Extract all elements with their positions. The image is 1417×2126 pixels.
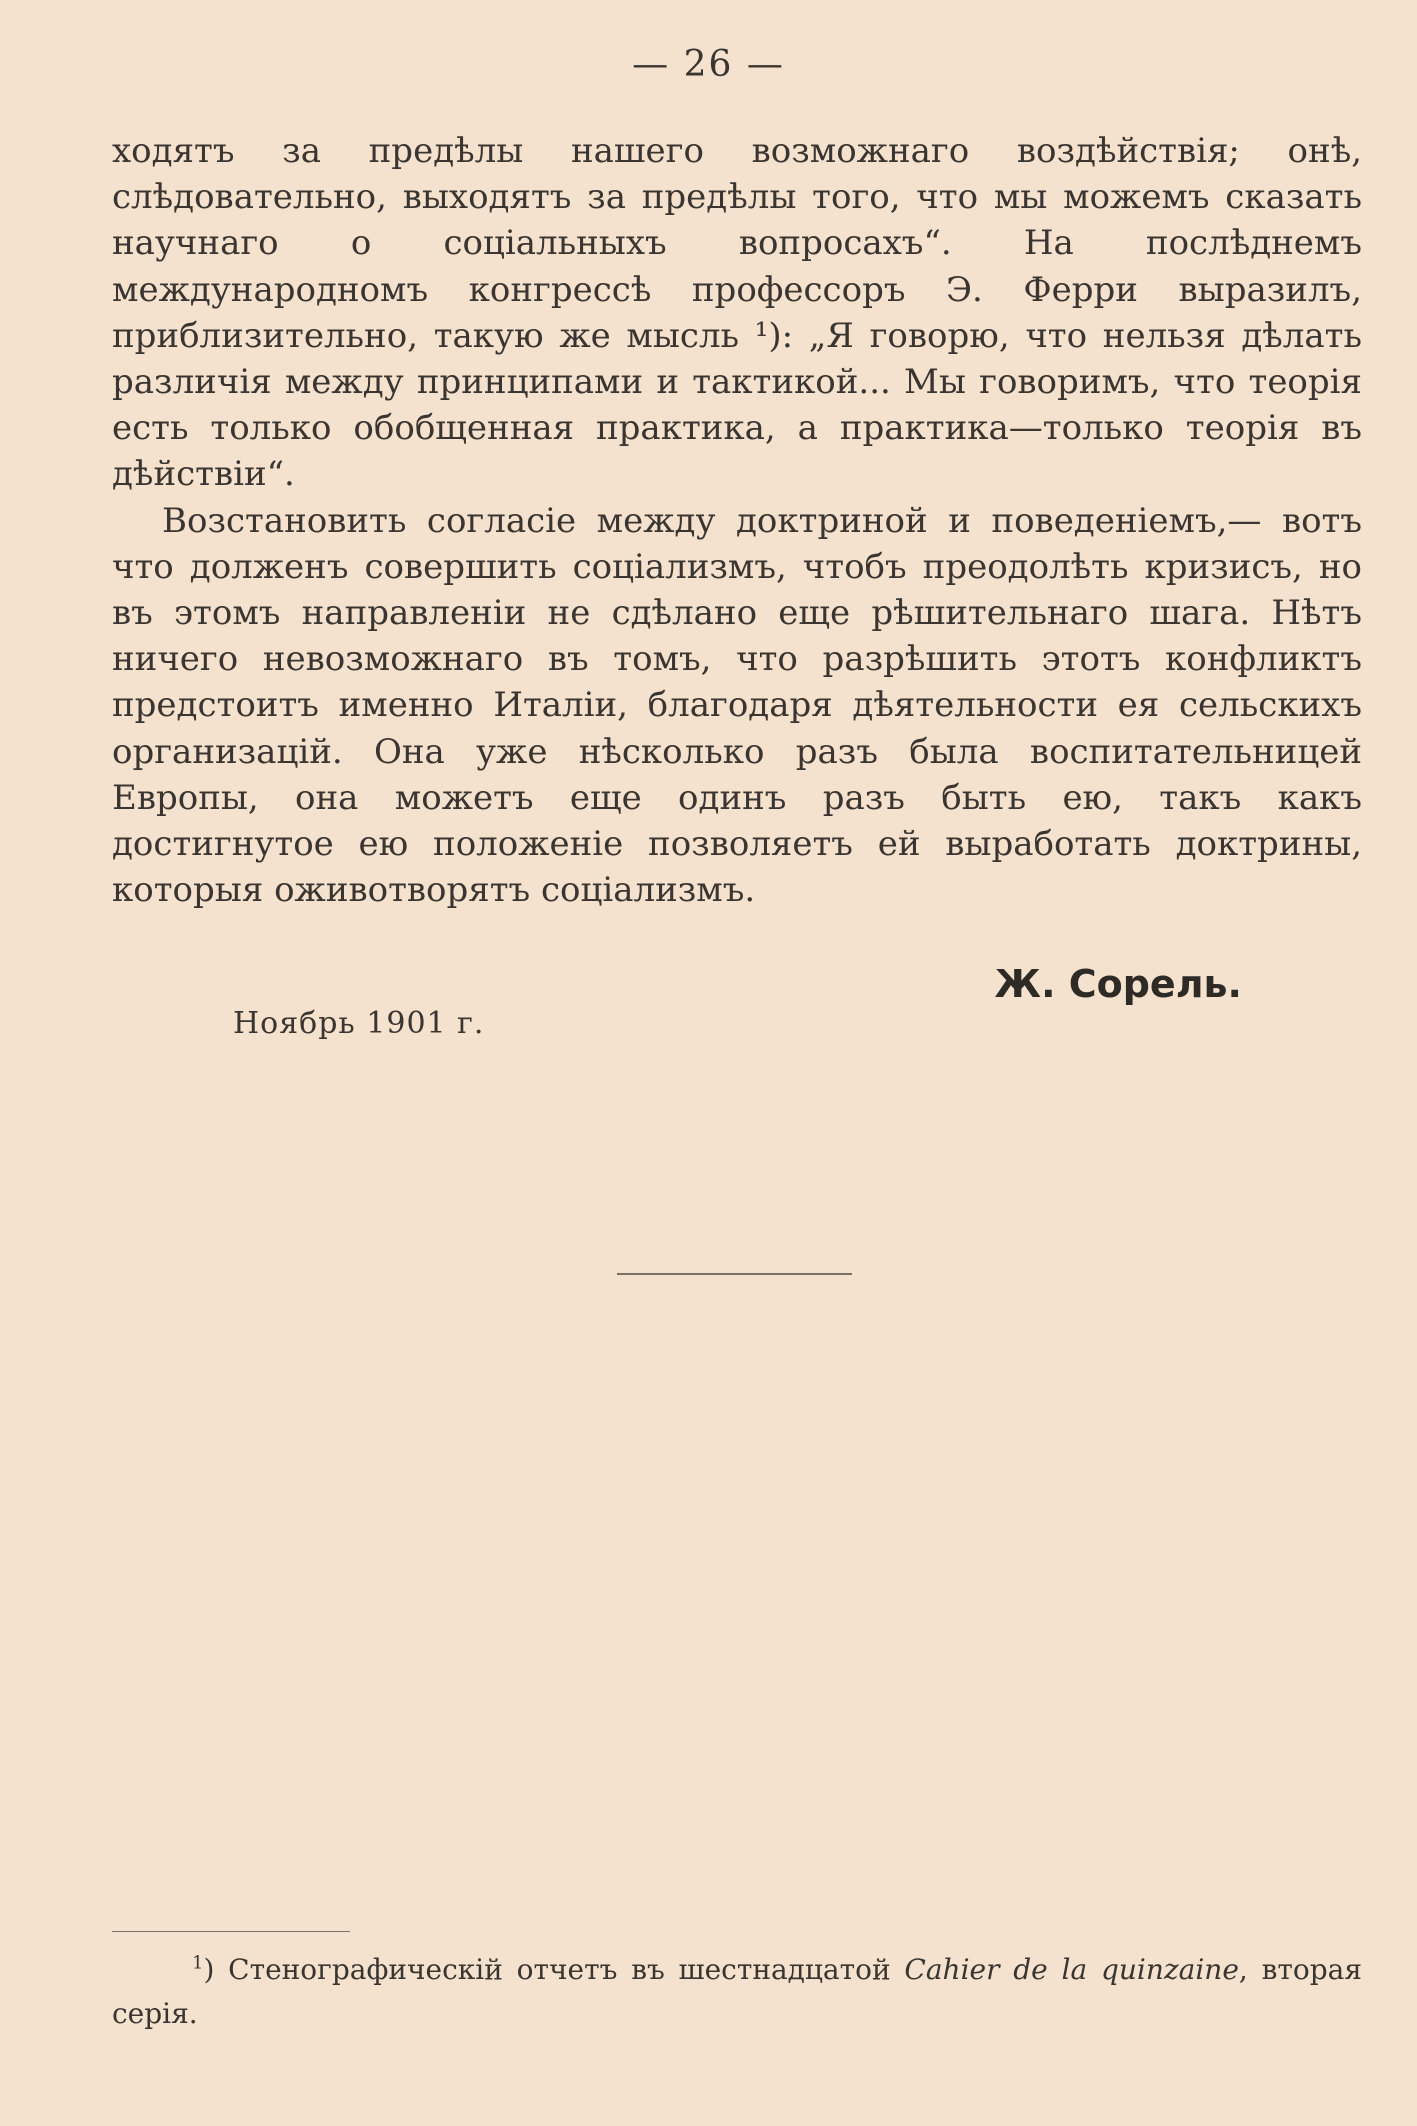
paragraph: Возстановить согласіе между доктриной и поведеніемъ,— вотъ что долженъ совершить соціализмъ, чтобъ преодолѣть кризисъ, но въ этомъ направленіи не сдѣлано еще рѣшительнаго шага. Нѣтъ ничего невозможнаго въ томъ, что разрѣшить этотъ конфликтъ предстоитъ именно Италіи, благодаря дѣятельности ея сельскихъ организацій. Она уже нѣсколько разъ была воспитательницей Европы, она можетъ еще одинъ разъ быть ею, такъ какъ достигнутое ею положеніе позволяетъ ей выработать доктрины, которыя оживотворятъ соціализмъ. xyxy=(112,500,1362,911)
footnote-marker: 1 xyxy=(192,1952,204,1974)
paragraph-continuation: ходятъ за предѣлы нашего возможнаго воздѣйствія; онѣ, слѣдовательно, выходятъ за предѣлы того, что мы можемъ сказать научнаго о соціальныхъ вопросахъ“. На послѣднемъ международномъ конгрессѣ профессоръ Э. Ферри выразилъ, приблизительно, такую же мысль ¹): „Я говорю, что нельзя дѣлать различія между принципами и тактикой... Мы говоримъ, что теорія есть только обобщенная практика, а практика—только теорія въ дѣйствіи“. xyxy=(112,131,1362,495)
footnote xyxy=(112,1948,1362,2036)
author-signature: Ж. Сорель. xyxy=(994,962,1242,1006)
footnote-text-before: ) Стенографическій отчетъ въ шестнадцатой xyxy=(203,1953,905,1986)
main-text xyxy=(112,128,1362,913)
footnote-text-after: , вторая серія. xyxy=(112,1953,1362,2030)
footnote-italic-title: Cahier de la quinzaine xyxy=(904,1953,1239,1986)
footnote-text xyxy=(112,1948,1362,2036)
section-divider xyxy=(617,1273,852,1275)
date-line: Ноябрь 1901 г. xyxy=(233,1006,485,1041)
footnote-rule xyxy=(112,1931,350,1932)
page-number: — 26 — xyxy=(632,44,785,85)
